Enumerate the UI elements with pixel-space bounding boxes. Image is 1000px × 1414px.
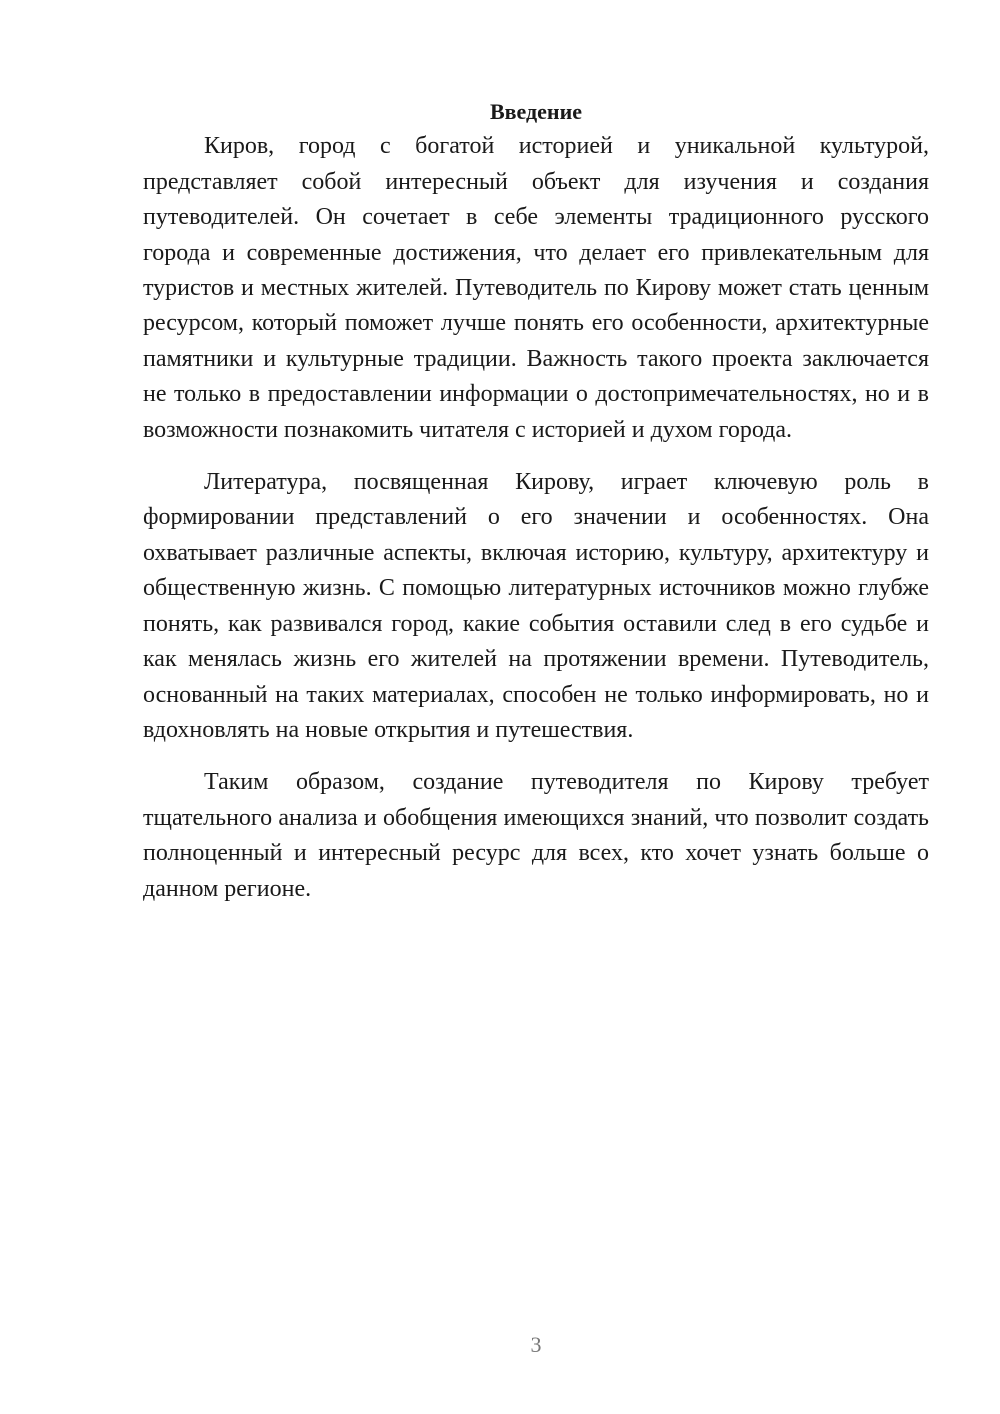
page-number: 3: [530, 1332, 542, 1357]
paragraph-1: Киров, город с богатой историей и уникальной культурой, представляет собой интересный объект для изучения и создания путеводителей. Он сочетает в себе элементы традиционного русского города и современные достижения, что делает его привлекательным для туристов и местных жителей. Путеводитель по Кирову может стать ценным ресурсом, который поможет лучше понять его особенности, архитектурные памятники и культурные традиции. Важность такого проекта заключается не только в предоставлении информации о достопримечательностях, но и в возможности познакомить читателя с историей и духом города.: [143, 133, 929, 443]
paragraph-3: Таким образом, создание путеводителя по Кирову требует тщательного анализа и обобщения имеющихся знаний, что позволит создать полноценный и интересный ресурс для всех, кто хочет узнать больше о данном регионе.: [143, 769, 929, 902]
page-content: [143, 94, 929, 907]
section-heading: Введение: [489, 99, 583, 124]
paragraph-2: Литература, посвященная Кирову, играет ключевую роль в формировании представлений о его значении и особенностях. Она охватывает различные аспекты, включая историю, культуру, архитектуру и общественную жизнь. С помощью литературных источников можно глубже понять, как развивался город, какие события оставили след в его судьбе и как менялась жизнь его жителей на протяжении времени. Путеводитель, основанный на таких материалах, способен не только информировать, но и вдохновлять на новые открытия и путешествия.: [143, 469, 929, 743]
